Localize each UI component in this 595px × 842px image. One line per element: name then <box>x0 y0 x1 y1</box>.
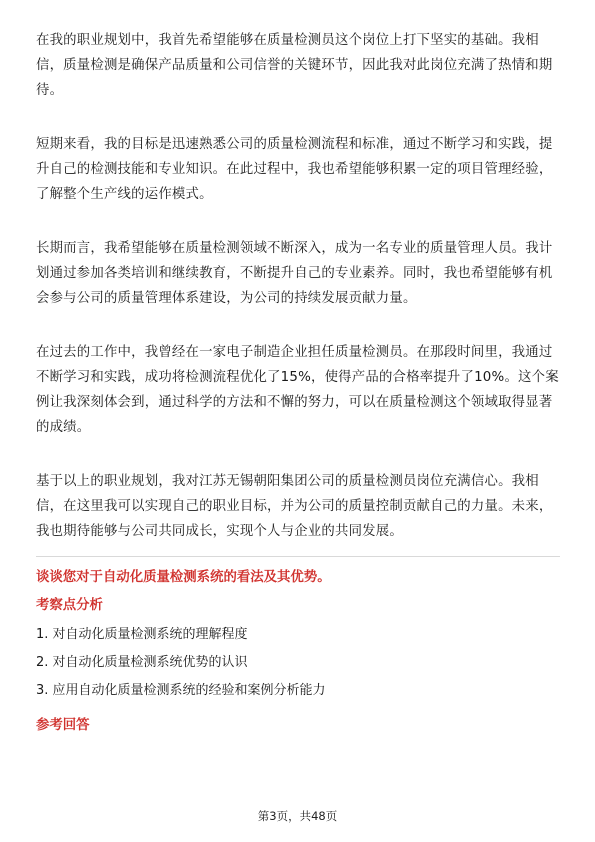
analysis-point: 1. 对自动化质量检测系统的理解程度 <box>36 627 248 642</box>
paragraph-short-term: 短期来看，我的目标是迅速熟悉公司的质量检测流程和标准，通过不断学习和实践，提升自己的检测技能和专业知识。在此过程中，我也希望能够积累一定的项目管理经验，了解整个生产线的运作模式。 <box>36 137 553 202</box>
paragraph-past-experience: 在过去的工作中，我曾经在一家电子制造企业担任质量检测员。在那段时间里，我通过不断学习和实践，成功将检测流程优化了15%，使得产品的合格率提升了10%。这个案例让我深刻体会到，通过科学的方法和不懈的努力，可以在质量检测这个领域取得显著的成绩。 <box>36 345 559 435</box>
page-number: 第3页，共48页 <box>257 809 338 823</box>
analysis-points-list <box>36 623 560 703</box>
paragraph-conclusion: 基于以上的职业规划，我对江苏无锡朝阳集团公司的质量检测员岗位充满信心。我相信，在这里我可以实现自己的职业目标，并为公司的质量控制贡献自己的力量。未来，我也期待能够与公司共同成长，实现个人与企业的共同发展。 <box>36 474 553 539</box>
analysis-point: 2. 对自动化质量检测系统优势的认识 <box>36 655 248 670</box>
interview-question: 谈谈您对于自动化质量检测系统的看法及其优势。 <box>36 570 331 585</box>
analysis-point: 3. 应用自动化质量检测系统的经验和案例分析能力 <box>36 683 326 698</box>
paragraph-career-foundation: 在我的职业规划中，我首先希望能够在质量检测员这个岗位上打下坚实的基础。我相信，质量检测是确保产品质量和公司信誉的关键环节，因此我对此岗位充满了热情和期待。 <box>36 33 553 98</box>
answer-heading: 参考回答 <box>36 718 90 733</box>
section-divider <box>36 556 560 557</box>
paragraph-long-term: 长期而言，我希望能够在质量检测领域不断深入，成为一名专业的质量管理人员。我计划通过参加各类培训和继续教育，不断提升自己的专业素养。同时，我也希望能够有机会参与公司的质量管理体系建设，为公司的持续发展贡献力量。 <box>36 241 553 306</box>
document-page <box>36 28 560 743</box>
analysis-heading: 考察点分析 <box>36 598 103 613</box>
